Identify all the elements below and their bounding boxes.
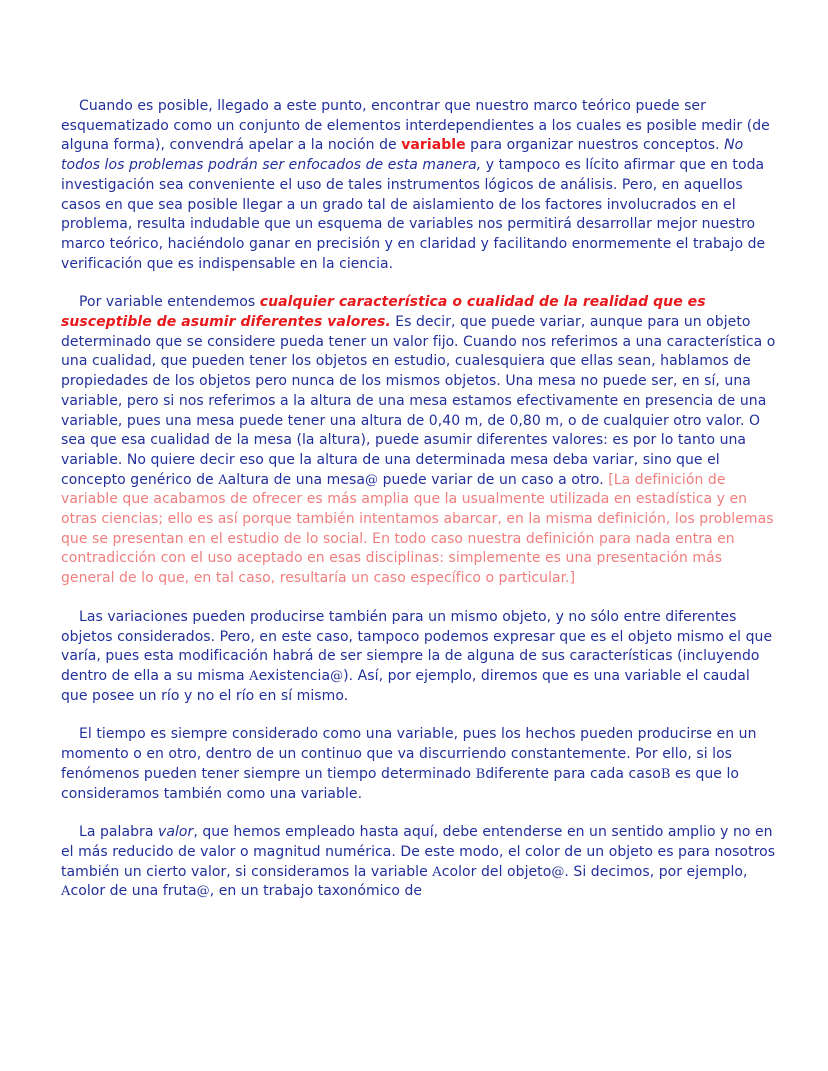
p5-quote1: color del objeto (441, 863, 552, 880)
p5-quote1-close: @ (551, 864, 565, 880)
p2-note: [La definición de variable que acabamos de ofrecer es más amplia que la usualmente utilizada en estadística y en otras ciencias; ello es así porque también intentamos abarcar, en la misma definición, los problemas que se presentan en el estudio de lo social. En todo caso nuestra definición para nada entra en contradicción con el uso aceptado en esas disciplinas: simplemente es una presentación más general de lo que, en tal caso, resultaría un caso específico o particular.] (61, 471, 774, 587)
p5-italic: valor (158, 824, 194, 841)
p5-quote2-open: A (61, 884, 71, 900)
p1-text-b: para organizar nuestros conceptos. (465, 137, 725, 154)
p1-variable-word: variable (401, 137, 466, 154)
paragraph-1 (61, 97, 777, 274)
p1-text-c: y tampoco es lícito afirmar que en toda investigación sea conveniente el uso de tales instrumentos lógicos de análisis. Pero, en aquellos casos en que sea posible llegar a un grado tal de aislamiento de los factores involucrados en el problema, resulta indudable que un esquema de variables nos permitirá desarrollar mejor nuestro marco teórico, haciéndolo ganar en precisión y en claridad y facilitando enormemente el trabajo de verificación que es indispensable en la ciencia. (61, 157, 766, 272)
p5-quote2-close: @ (196, 884, 210, 900)
p4-text-a: El tiempo es siempre considerado como una variable, pues los hechos pueden producirse en un momento o en otro, dentro de un continuo que va discurriendo constantemente. Por ello, si los fenómenos pueden tener siempre un tiempo determinado (61, 726, 757, 782)
p2-definition: cualquier característica o cualidad de la realidad que es susceptible de asumir diferentes valores. (61, 294, 706, 331)
p3-quote-close: @ (330, 668, 344, 684)
p3-text-a: Las variaciones pueden producirse también para un mismo objeto, y no sólo entre diferentes objetos considerados. Pero, en este caso, tampoco podemos expresar que es el objeto mismo el que varía, pues esta modificación habrá de ser siempre la de alguna de sus características (incluyendo dentro de ella a su misma (61, 608, 773, 684)
p2-text-a: Por variable entendemos (79, 294, 260, 311)
p5-text-a: La palabra (79, 824, 158, 841)
p3-quote-open: A (249, 668, 259, 684)
p4-text-b: es que lo consideramos también como una variable. (61, 765, 740, 802)
p4-quote-close: B (660, 766, 671, 782)
p3-quoted: existencia (258, 667, 331, 684)
p5-quote2: color de una fruta (70, 883, 197, 900)
p2-text-c: puede variar de un caso a otro. (378, 471, 609, 488)
p4-quote-open: B (475, 766, 486, 782)
p5-text-c: . Si decimos, por ejemplo, (564, 863, 748, 880)
paragraph-2 (61, 293, 777, 589)
p5-text-d: , en un trabajo taxonómico de (209, 883, 423, 900)
p2-quote-open: A (218, 472, 228, 488)
p2-text-b: Es decir, que puede variar, aunque para un objeto determinado que se considere pueda tener un valor fijo. Cuando nos referimos a una característica o una cualidad, que pueden tener los objetos en estudio, cualesquiera que ellas sean, hablamos de propiedades de los objetos pero nunca de los mismos objetos. Una mesa no puede ser, en sí, una variable, pero si nos referimos a la altura de una mesa estamos efectivamente en presencia de una variable, pues una mesa puede tener una altura de 0,40 m, de 0,80 m, o de cualquier otro valor. O sea que esa cualidad de la mesa (la altura), puede asumir diferentes valores: es por lo tanto una variable. No quiere decir eso que la altura de una determinada mesa deba variar, sino que el concepto genérico de (61, 314, 776, 488)
document-body (61, 97, 777, 902)
p1-italic: No todos los problemas podrán ser enfocados de esta manera, (61, 137, 744, 174)
p2-quote-close: @ (365, 472, 379, 488)
p3-text-b: ). Así, por ejemplo, diremos que es una variable el caudal que posee un río y no el río en sí mismo. (61, 667, 750, 704)
p4-quoted: diferente para cada caso (485, 765, 661, 782)
paragraph-3 (61, 608, 777, 707)
paragraph-5 (61, 823, 777, 902)
p1-text-a: Cuando es posible, llegado a este punto, encontrar que nuestro marco teórico puede ser esquematizado como un conjunto de elementos interdependientes a los cuales es posible medir (de alguna forma), convendrá apelar a la noción de (61, 98, 770, 154)
p5-text-b: , que hemos empleado hasta aquí, debe entenderse en un sentido amplio y no en el más reducido de valor o magnitud numérica. De este modo, el color de un objeto es para nosotros también un cierto valor, si consideramos la variable (61, 824, 776, 880)
p2-quoted: altura de una mesa (227, 471, 366, 488)
p5-quote1-open: A (432, 864, 442, 880)
paragraph-4 (61, 725, 777, 804)
